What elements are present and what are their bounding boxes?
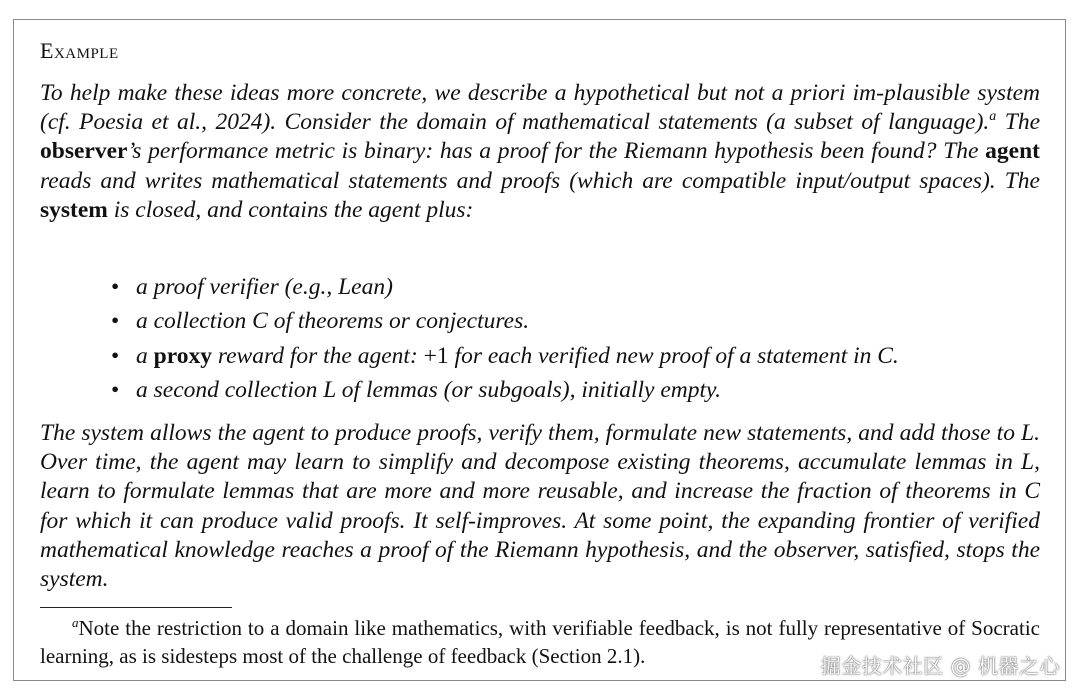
list-item: [111, 373, 1041, 407]
list-item-text: a collection C of theorems or conjectures.: [136, 308, 530, 335]
component-list: [111, 270, 1041, 407]
intro-paragraph: [40, 79, 1040, 225]
bullet-icon: •: [111, 342, 120, 369]
footnote-divider: [40, 607, 232, 608]
list-item-text: a second collection L of lemmas (or subgoals), initially empty.: [136, 376, 722, 403]
closing-paragraph: The system allows the agent to produce proofs, verify them, formulate new statements, and add those to L. Over time, the agent may learn to simplify and decompose existing theorems, accumulate lemmas in L, learn to formulate lemmas that are more and more reusable, and increase the fraction of theorems in C for which it can produce valid proofs. It self-improves. At some point, the expanding frontier of verified mathematical knowledge reaches a proof of the Riemann hypothesis, and the observer, satisfied, stops the system.: [40, 420, 1040, 593]
intro-text-3: ’s performance metric is binary: has a proof for the Riemann hypothesis been found? The: [127, 138, 986, 165]
list-item: [111, 304, 1041, 338]
footnote-text: Note the restriction to a domain like mathematics, with verifiable feedback, is not fully representative of Socratic learning, as is sidesteps most of the challenge of feedback (Section 2.1).: [40, 616, 1040, 668]
list-item-text-post: for each verified new proof of a statement in C.: [448, 342, 899, 369]
footnote-mark: a: [72, 615, 79, 630]
intro-text-5: is closed, and contains the agent plus:: [107, 196, 474, 223]
watermark: 掘金技术社区 @ 机器之心: [820, 654, 1060, 678]
list-item-text-pre: a: [136, 342, 154, 369]
system-term: system: [40, 196, 108, 223]
list-item: [111, 339, 1041, 373]
proxy-term: proxy: [153, 342, 212, 369]
bullet-icon: •: [111, 274, 120, 300]
observer-term: observer: [40, 138, 128, 165]
intro-text-4: reads and writes mathematical statements and proofs (which are compatible input/output spaces). The: [40, 167, 1040, 194]
list-item: [111, 270, 1041, 304]
bullet-icon: •: [111, 308, 120, 335]
footnote-ref[interactable]: a: [989, 109, 997, 125]
list-item-text-mid: reward for the agent:: [211, 342, 424, 369]
reward-value: +1: [423, 342, 449, 369]
agent-term: agent: [985, 138, 1040, 165]
bullet-icon: •: [111, 376, 120, 403]
intro-text-2: The: [996, 109, 1041, 136]
example-heading: Example: [40, 38, 119, 63]
list-item-text: a proof verifier (e.g., Lean): [136, 274, 393, 300]
intro-text-1: To help make these ideas more concrete, we describe a hypothetical but not a priori im-plausible system (cf. Poesia et al., 2024). Consider the domain of mathematical statements (a subset of language).: [40, 80, 1040, 136]
